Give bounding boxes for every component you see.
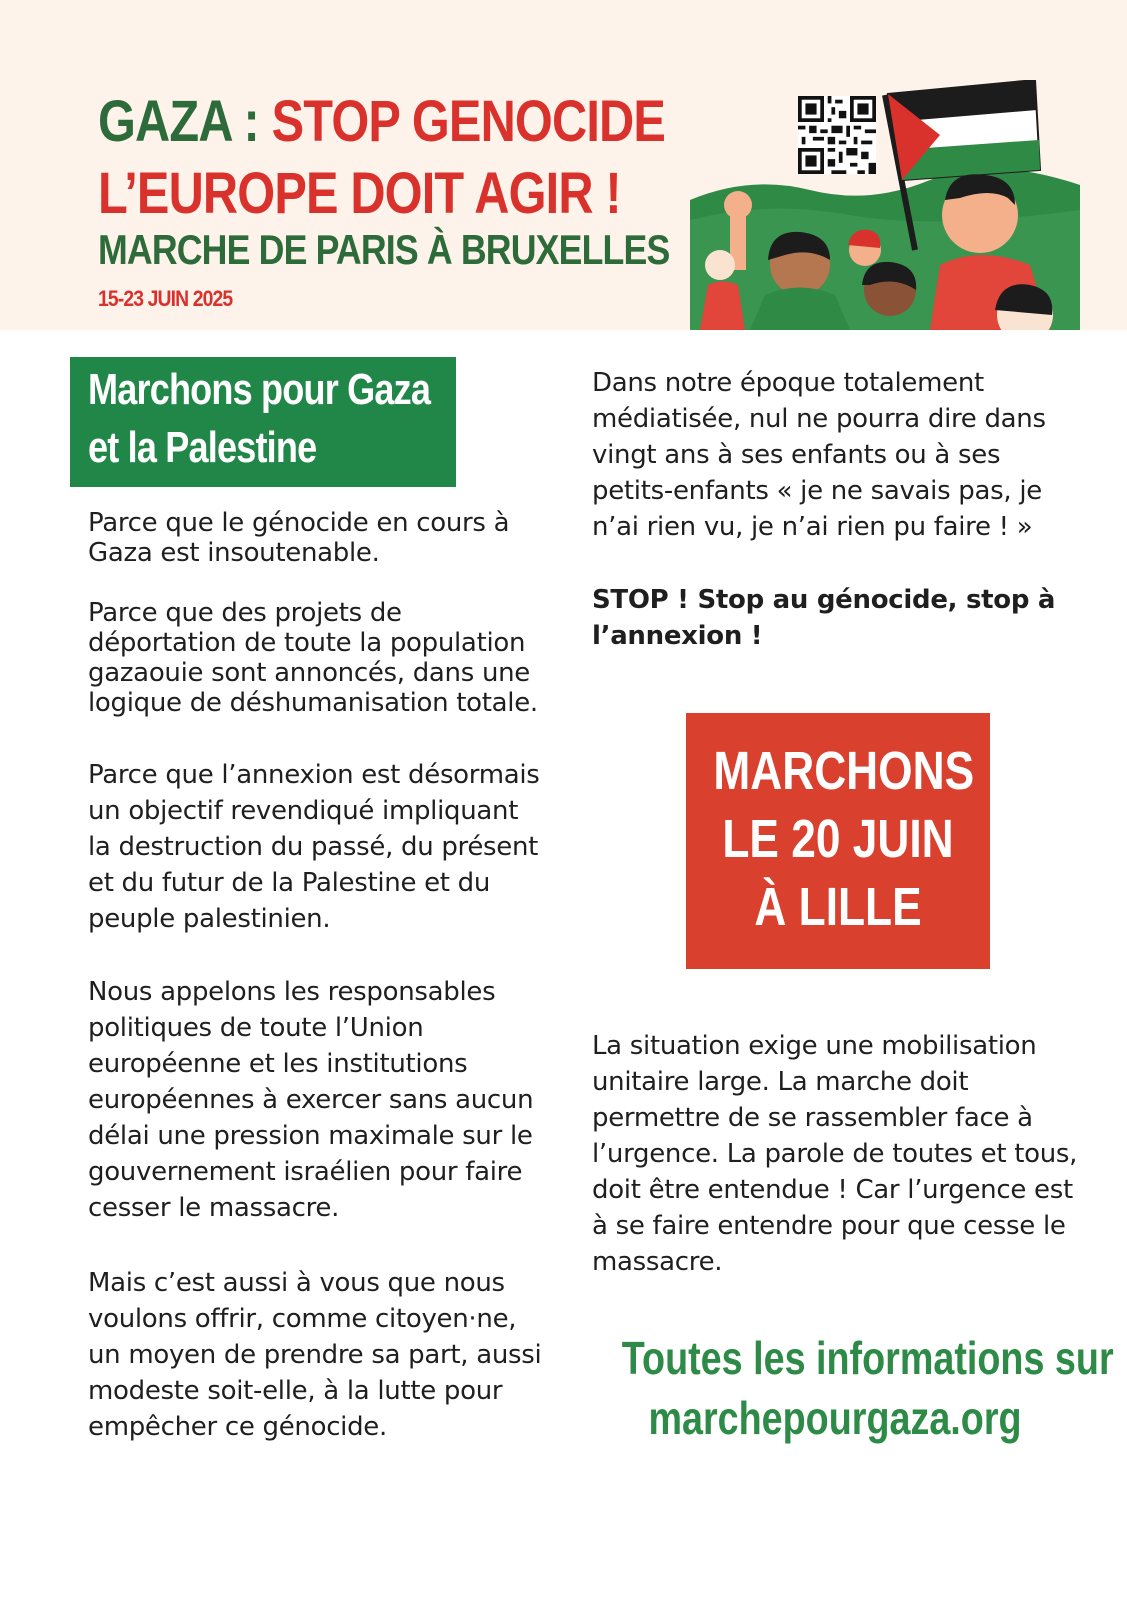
title-box-line-2: et la Palestine	[88, 423, 317, 472]
headline-line-1	[98, 88, 665, 155]
header-banner	[0, 0, 1127, 330]
left-paragraph-4: Nous appelons les responsables politiques de toute l’Union européenne et les institutions européennes à exercer sans aucun délai une pression maximale sur le gouvernement israélien pour faire cesser le massacre.	[88, 977, 534, 1223]
headline-europe: L’EUROPE DOIT AGIR !	[98, 161, 621, 226]
march-callout-box	[686, 713, 990, 969]
website-link[interactable]: marchepourgaza.org	[648, 1392, 1022, 1444]
title-box-text	[88, 361, 441, 477]
left-paragraph-5: Mais c’est aussi à vous que nous voulons offrir, comme citoyen·ne, un moyen de prendre sa part, aussi modeste soit-elle, à la lutte pour empêcher ce génocide.	[88, 1268, 542, 1442]
title-box	[70, 357, 456, 487]
headline-gaza: GAZA :	[98, 89, 259, 154]
right-paragraph-stop: STOP ! Stop au génocide, stop à l’annexion !	[592, 585, 1056, 651]
right-paragraph-2: La situation exige une mobilisation unitaire large. La marche doit permettre de se rassembler face à l’urgence. La parole de toutes et tous, doit être entendue ! Car l’urgence est à se faire entendre pour que cesse le massacre.	[592, 1031, 1078, 1277]
headline-stop-genocide: STOP GENOCIDE	[271, 89, 666, 154]
right-paragraph-1: Dans notre époque totalement médiatisée, nul ne pourra dire dans vingt ans à ses enfants ou à ses petits-enfants « je ne savais pas, je n’ai rien vu, je n’ai rien pu faire ! »	[592, 368, 1046, 542]
info-label: Toutes les informations sur	[621, 1332, 1114, 1384]
left-paragraph-3: Parce que l’annexion est désormais un objectif revendiqué impliquant la destruction du passé, du présent et du futur de la Palestine et du peuple palestinien.	[88, 760, 540, 934]
left-paragraph-2: Parce que des projets de déportation de toute la population gazaouie sont annoncés, dans une logique de déshumanisation totale.	[88, 598, 538, 718]
marchers-with-palestinian-flag-illustration	[690, 80, 1080, 330]
headline-marche: MARCHE DE PARIS À BRUXELLES	[98, 226, 670, 273]
left-paragraph-1: Parce que le génocide en cours à Gaza est insoutenable.	[88, 508, 510, 568]
march-callout-text: MARCHONS LE 20 JUIN À LILLE	[713, 741, 975, 937]
dates-label: 15-23 JUIN 2025	[98, 286, 233, 311]
title-box-line-1: Marchons pour Gaza	[88, 365, 431, 414]
